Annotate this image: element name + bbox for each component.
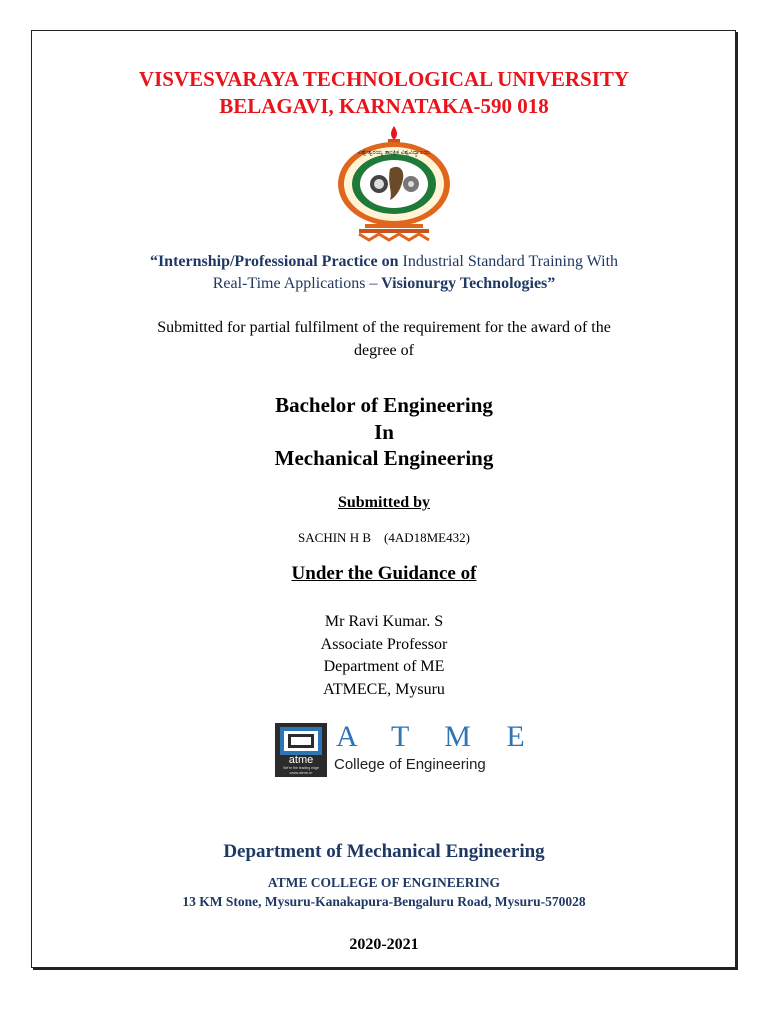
atme-college-logo xyxy=(274,720,539,778)
submitted-by-heading: Submitted by xyxy=(337,494,431,511)
vtu-emblem-logo xyxy=(335,124,453,242)
academic-year: 2020-2021 xyxy=(349,936,419,953)
university-address: BELAGAVI, KARNATAKA-590 018 xyxy=(219,94,549,118)
project-title-line1 xyxy=(0,251,768,273)
atme-tagline: We're the leading edge xyxy=(283,766,319,770)
guide-department: Department of ME xyxy=(323,658,445,675)
project-title-regular-part2: Real-Time Applications – xyxy=(212,275,378,292)
guide-designation: Associate Professor xyxy=(320,636,448,653)
degree-branch: Mechanical Engineering xyxy=(274,446,494,470)
college-name: ATME COLLEGE OF ENGINEERING xyxy=(267,875,501,890)
department-name: Department of Mechanical Engineering xyxy=(223,841,545,862)
guide-name: Mr Ravi Kumar. S xyxy=(324,613,444,630)
atme-acronym: A T M E xyxy=(336,720,539,753)
submission-statement-cont: degree of xyxy=(354,342,414,359)
university-name: VISVESVARAYA TECHNOLOGICAL UNIVERSITY xyxy=(138,67,630,91)
submission-statement: Submitted for partial fulfilment of the requirement for the award of the xyxy=(157,319,611,336)
project-title-line2 xyxy=(0,273,768,295)
guidance-block xyxy=(0,563,768,585)
degree-name: Bachelor of Engineering xyxy=(275,393,493,417)
project-title-regular-part1: Industrial Standard Training With xyxy=(402,253,619,270)
emblem-text: ವಿಶ್ವೇಶ್ವರಯ್ಯ ತಾಂತ್ರಿಕ ವಿಶ್ವವಿದ್ಯಾಲಯ xyxy=(357,149,431,156)
submitted-by-block xyxy=(0,494,768,512)
project-title-bold-part1: “Internship/Professional Practice on xyxy=(149,253,399,270)
atme-badge-text: atme xyxy=(288,754,314,766)
student-name-usn: SACHIN H B (4AD18ME432) xyxy=(298,530,470,545)
project-title-bold-part2: Visionurgy Technologies” xyxy=(381,275,556,292)
guidance-heading: Under the Guidance of xyxy=(291,563,477,584)
degree-in: In xyxy=(374,420,394,444)
atme-college-line: College of Engineering xyxy=(334,756,486,773)
guide-institution: ATMECE, Mysuru xyxy=(323,681,445,698)
college-address: 13 KM Stone, Mysuru-Kanakapura-Bengaluru Road, Mysuru-570028 xyxy=(182,894,586,909)
atme-website: www.atme.in xyxy=(289,770,313,775)
